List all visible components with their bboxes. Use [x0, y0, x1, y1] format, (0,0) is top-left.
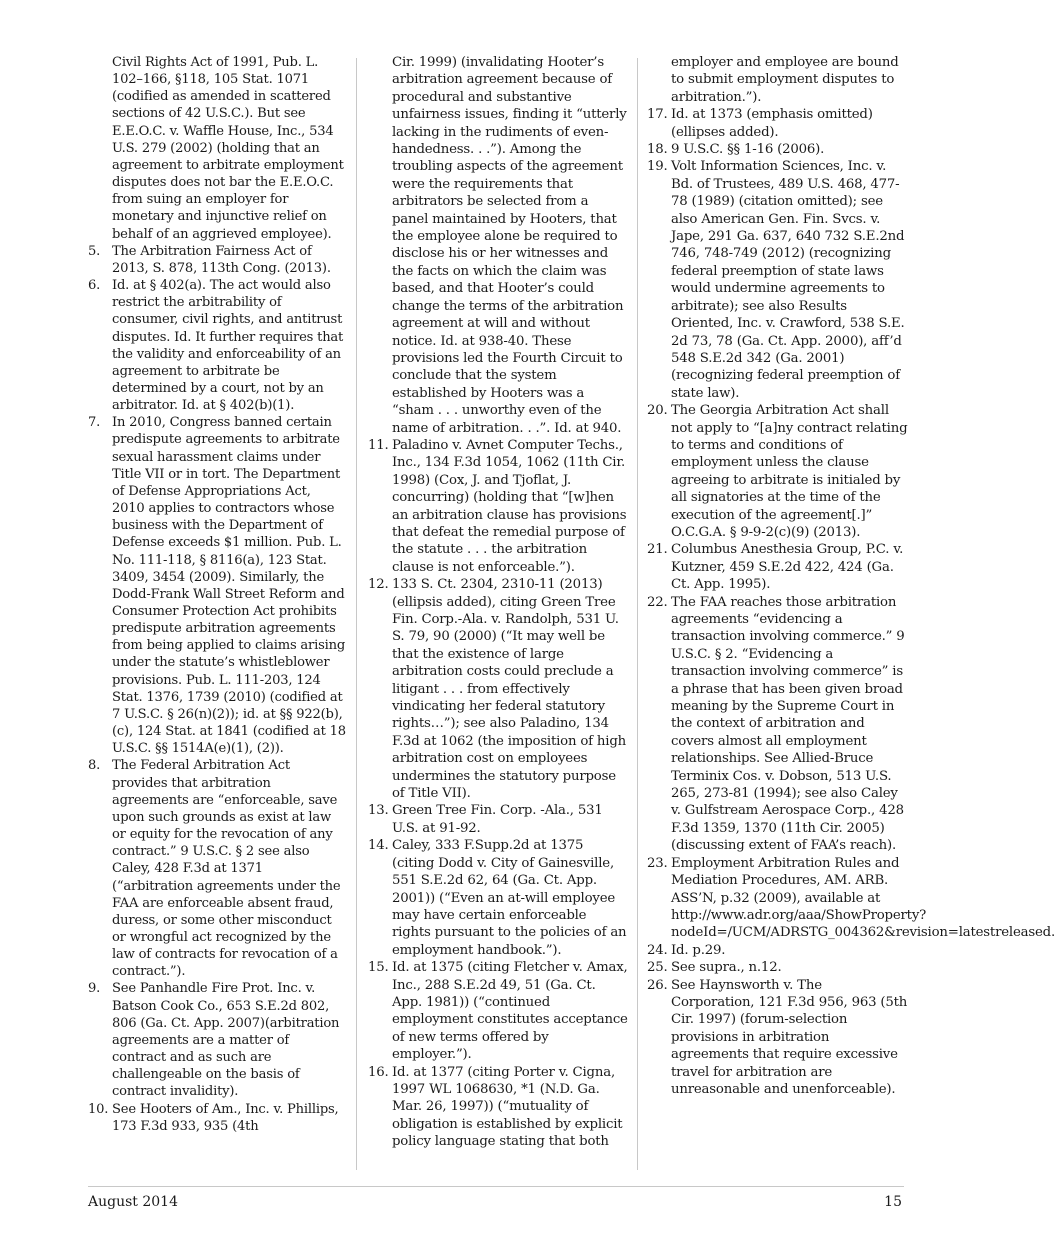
footnote [368, 576, 628, 802]
footnote-number: 20. [647, 403, 668, 419]
footnote-text: See Hooters of Am., Inc. v. Phillips, 173 F.3d 933, 935 (4th [112, 1101, 339, 1134]
footnote-text: 9 U.S.C. §§ 1-16 (2006). [671, 142, 825, 158]
footnote [368, 1064, 628, 1151]
footnote-number: 10. [88, 1101, 109, 1117]
footnote-number: 5. [88, 243, 101, 259]
footnote [647, 158, 909, 402]
footnote-text: employer and employee are bound to submit employment disputes to arbitration.”). [671, 55, 899, 105]
footnote-text: In 2010, Congress banned certain predispute agreements to arbitrate sexual harassment claims under Title VII or in tort. The Department of Defense Appropriations Act, 2010 applies to contractors whose business with the Department of Defense exceeds $1 million. Pub. L. No. 111-118, § 8116(a), 123 Stat. 3409, 3454 (2009). Similarly, the Dodd-Frank Wall Street Reform and Consumer Protection Act prohibits predispute arbitration agreements from being applied to claims arising under the statute’s whistleblower provisions. Pub. L. 111-203, 124 Stat. 1376, 1739 (2010) (codified at 7 U.S.C. § 26(n)(2)); id. at §§ 922(b), (c), 124 Stat. at 1841 (codified at 18 U.S.C. §§ 1514A(e)(1), (2)). [112, 415, 346, 757]
footnote-number: 21. [647, 542, 668, 558]
footnote [368, 802, 628, 837]
footnote [88, 757, 346, 980]
footnote-text: Paladino v. Avnet Computer Techs., Inc., 134 F.3d 1054, 1062 (11th Cir. 1998) (Cox, J. and Tjoflat, J. concurring) (holding that “[w]hen an arbitration clause has provisions that defeat the remedial purpose of the statute . . . the arbitration clause is not enforceable.”). [392, 437, 627, 575]
footnote-text: Cir. 1999) (invalidating Hooter’s arbitration agreement because of procedural and substantive unfairness issues, finding it “utterly lacking in the rudiments of even-handedness. . .”). Among the troubling aspects of the agreement were the requirements that arbitrators be selected from a panel maintained by Hooters, that the employee alone be required to disclose his or her witnesses and the facts on which the claim was based, and that Hooter’s could change the terms of the arbitration agreement at will and without notice. Id. at 938-40. These provisions led the Fourth Circuit to conclude that the system established by Hooters was a “sham . . . unworthy even of the name of arbitration. . .”. Id. at 940. [392, 55, 627, 436]
footnote [88, 277, 346, 414]
footnote-number: 22. [647, 594, 668, 610]
footnote-text: Employment Arbitration Rules and Mediation Procedures, AM. ARB. ASS’N, p.32 (2009), available at http://www.adr.org/aaa/ShowProperty?nodeId=/UCM/ADRSTG_004362&revision=latestreleased. [671, 855, 1055, 941]
footnote-text: Id. at 1373 (emphasis omitted) (ellipses added). [671, 107, 873, 140]
footnote-text: The FAA reaches those arbitration agreements “evidencing a transaction involving commerce.” 9 U.S.C. § 2. “Evidencing a transaction involving commerce” is a phrase that has been given broad meaning by the Supreme Court in the context of arbitration and covers almost all employment relationships. See Allied-Bruce Terminix Cos. v. Dobson, 513 U.S. 265, 273-81 (1994); see also Caley v. Gulfstream Aerospace Corp., 428 F.3d 1359, 1370 (11th Cir. 2005) (discussing extent of FAA’s reach). [671, 594, 905, 854]
footnote-text: Id. p.29. [671, 942, 726, 958]
footnote-text: See supra., n.12. [671, 960, 782, 976]
footnote [647, 959, 909, 976]
footnote-text: Id. at § 402(a). The act would also restrict the arbitrability of consumer, civil rights, and antitrust disputes. Id. It further requires that the validity and enforceability of an agreement to arbitrate be determined by a court, not by an arbitrator. Id. at § 402(b)(1). [112, 278, 344, 414]
footnote [647, 594, 909, 855]
footnote [88, 414, 346, 757]
footnote-text: Id. at 1377 (citing Porter v. Cigna, 1997 WL 1068630, *1 (N.D. Ga. Mar. 26, 1997)) (“mutuality of obligation is established by explicit policy language stating that both [392, 1064, 623, 1150]
footnote-text: Civil Rights Act of 1991, Pub. L. 102–166, §118, 105 Stat. 1071 (codified as amended in scattered sections of 42 U.S.C.). But see E.E.O.C. v. Waffle House, Inc., 534 U.S. 279 (2002) (holding that an agreement to arbitrate employment disputes does not bar the E.E.O.C. from suing an employer for monetary and injunctive relief on behalf of an aggrieved employee). [112, 55, 344, 242]
footnote-number: 18. [647, 142, 668, 158]
footnote [88, 980, 346, 1100]
page-number: 15 [884, 1194, 902, 1210]
footnote-number: 16. [368, 1064, 389, 1080]
footnote [647, 402, 909, 541]
footnote [368, 959, 628, 1063]
footnote [647, 977, 909, 1099]
footnote-text: The Arbitration Fairness Act of 2013, S. 878, 113th Cong. (2013). [112, 243, 331, 276]
footnote-number: 14. [368, 838, 389, 854]
footnote-text: See Haynsworth v. The Corporation, 121 F.3d 956, 963 (5th Cir. 1997) (forum-selection provisions in arbitration agreements that require excessive travel for arbitration are unreasonable and unenforceable). [671, 977, 908, 1097]
footnote-number: 8. [88, 758, 101, 774]
footnote-number: 19. [647, 159, 668, 175]
footnote-continuation [88, 54, 346, 243]
footnotes-column-3 [647, 54, 1055, 1174]
footnote-text: Caley, 333 F.Supp.2d at 1375 (citing Dodd v. City of Gainesville, 551 S.E.2d 62, 64 (Ga. Ct. App. 2001)) (“Even an at-will employee may have certain enforceable rights pursuant to the policies of an employment handbook.”). [392, 838, 627, 958]
footnote-text: See Panhandle Fire Prot. Inc. v. Batson Cook Co., 653 S.E.2d 802, 806 (Ga. Ct. App. 2007)(arbitration agreements are a matter of contract and as such are challengeable on the basis of contract invalidity). [112, 981, 340, 1100]
footnote-number: 25. [647, 960, 668, 976]
footnote [368, 437, 628, 576]
footnote [88, 1101, 346, 1135]
footnote [88, 243, 346, 277]
footnote-number: 23. [647, 855, 668, 871]
footnote-number: 11. [368, 437, 389, 453]
footnotes-column-1 [88, 54, 346, 1174]
footnote-text: Green Tree Fin. Corp. -Ala., 531 U.S. at 91-92. [392, 803, 603, 836]
footnote-number: 7. [88, 415, 101, 431]
footnote-number: 9. [88, 981, 101, 997]
footnotes-column-2 [368, 54, 628, 1174]
column-divider-2 [637, 58, 638, 1170]
footnote-text: Id. at 1375 (citing Fletcher v. Amax, Inc., 288 S.E.2d 49, 51 (Ga. Ct. App. 1981)) (“continued employment constitutes acceptance of new terms offered by employer.”). [392, 960, 628, 1063]
footer-rule [88, 1186, 904, 1187]
footnote-continuation [647, 54, 909, 106]
footnote [647, 942, 909, 959]
footnote-number: 26. [647, 977, 668, 993]
footnote-number: 12. [368, 577, 389, 593]
footnote-number: 13. [368, 803, 389, 819]
footnote [368, 837, 628, 959]
footnote-text: The Federal Arbitration Act provides that arbitration agreements are “enforceable, save upon such grounds as exist at law or equity for the revocation of any contract.” 9 U.S.C. § 2 see also Caley, 428 F.3d at 1371 (“arbitration agreements under the FAA are enforceable absent fraud, duress, or some other misconduct or wrongful act recognized by the law of contracts for revocation of a contract.”). [112, 758, 341, 980]
footnote [647, 541, 909, 593]
footnote [647, 141, 909, 158]
footnote-text: Columbus Anesthesia Group, P.C. v. Kutzner, 459 S.E.2d 422, 424 (Ga. Ct. App. 1995). [671, 542, 904, 593]
footnote-text: 133 S. Ct. 2304, 2310-11 (2013) (ellipsis added), citing Green Tree Fin. Corp.-Ala. v. Randolph, 531 U. S. 79, 90 (2000) (“It may well be that the existence of large arbitration costs could preclude a litigant . . . from effectively vindicating her federal statutory rights…”); see also Paladino, 134 F.3d at 1062 (the imposition of high arbitration cost on employees undermines the statutory purpose of Title VII). [392, 577, 627, 802]
footnote-text: Volt Information Sciences, Inc. v. Bd. of Trustees, 489 U.S. 468, 477-78 (1989) (citation omitted); see also American Gen. Fin. Svcs. v. Jape, 291 Ga. 637, 640 732 S.E.2nd 746, 748-749 (2012) (recognizing federal preemption of state laws would undermine agreements to arbitrate); see also Results Oriented, Inc. v. Crawford, 538 S.E. 2d 73, 78 (Ga. Ct. App. 2000), aff’d 548 S.E.2d 342 (Ga. 2001) (recognizing federal preemption of state law). [671, 159, 905, 401]
footnote-number: 24. [647, 942, 668, 958]
footnote [647, 106, 909, 141]
column-divider-1 [356, 58, 357, 1170]
footnote-number: 6. [88, 278, 101, 294]
footnote [647, 855, 1055, 942]
footnote-number: 15. [368, 960, 389, 976]
footer-date: August 2014 [88, 1194, 178, 1210]
footnote-number: 17. [647, 107, 668, 123]
footnote-text: The Georgia Arbitration Act shall not apply to “[a]ny contract relating to terms and conditions of employment unless the clause agreeing to arbitrate is initialed by all signatories at the time of the execution of the agreement[.]” O.C.G.A. § 9-9-2(c)(9) (2013). [671, 403, 908, 540]
footnote-continuation [368, 54, 628, 437]
